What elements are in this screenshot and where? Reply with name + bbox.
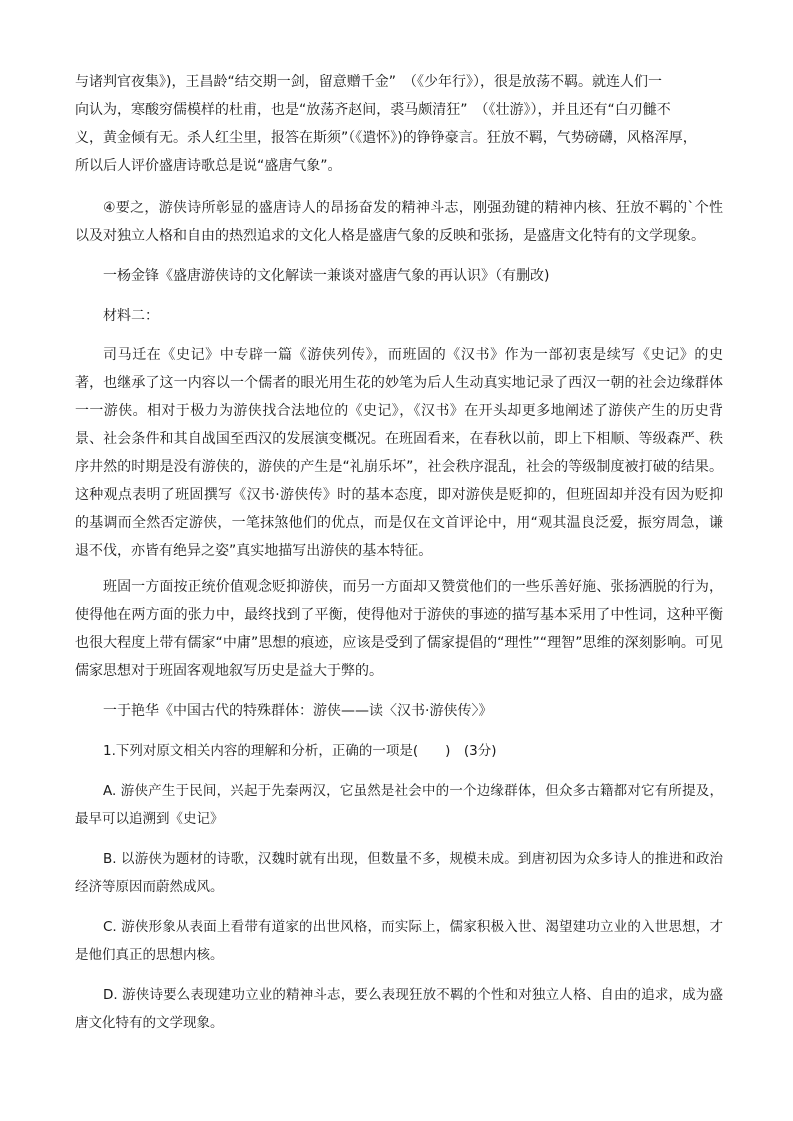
text-line-2: 向认为，寒酸穷儒模样的杜甫，也是“放荡齐赵间，裘马颇清狂” （《壮游》），并且还有“白刃雠不 [75,102,671,118]
source-citation-1: 一杨金锋《盛唐游侠诗的文化解读一兼谈对盛唐气象的再认识》（有删改) [103,268,550,284]
text-line-3: 义，黄金倾有无。杀人红尘里，报答在斯须”（《遣怀》)的铮铮豪言。狂放不羁，气势磅礴，风格浑厚， [75,130,697,146]
option-c: C. 游侠形象从表面上看带有道家的出世风格，而实际上，儒家积极入世、渴望建功立业的入世思想，才是他们真正的思想内核。 [75,919,723,963]
paragraph-4: ④要之，游侠诗所彰显的盛唐诗人的昂扬奋发的精神斗志，刚强劲键的精神内核、狂放不羁的`个性以及对独立人格和自由的热烈追求的文化人格是盛唐气象的反映和张扬，是盛唐文化特有的文学现象。 [75,200,723,244]
option-d: D. 游侠诗要么表现建功立业的精神斗志，要么表现狂放不羁的个性和对独立人格、自由的追求，成为盛唐文化特有的文学现象。 [75,987,723,1031]
material-2-label: 材料二： [103,308,159,324]
material-2-paragraph-2: 班固一方面按正统价值观念贬抑游侠，而另一方面却又赞赏他们的一些乐善好施、张扬洒脱的行为，使得他在两方面的张力中，最终找到了平衡，使得他对于游侠的事迹的描写基本采用了中性词，这种平衡也很大程度上带有儒家“中庸”思想的痕迹，应该是受到了儒家提倡的“理性”“理智”思维的深刻影响。可见儒家思想对于班固客观地叙写历史是益大于弊的。 [75,579,723,679]
text-line-1: 与诸判官夜集》)，王昌龄“结交期一剑，留意赠千金” （《少年行》），很是放荡不羁。就连人们一 [75,74,662,90]
option-b: B. 以游侠为题材的诗歌，汉魏时就有出现，但数量不多，规模未成。到唐初因为众多诗人的推进和政治经济等原因而蔚然成风。 [75,851,723,895]
material-2-paragraph-1: 司马迁在《史记》中专辟一篇《游侠列传》，而班固的《汉书》作为一部初衷是续写《史记》的史著，也继承了这一内容以一个儒者的眼光用生花的妙笔为后人生动真实地记录了西汉一朝的社会边缘群体一一游侠。相对于极力为游侠找合法地位的《史记》，《汉书》在开头却更多地阐述了游侠产生的历史背景、社会条件和其自战国至西汉的发展演变概况。在班固看来，在春秋以前，即上下相顺、等级森严、秩序井然的时期是没有游侠的，游侠的产生是“礼崩乐坏”，社会秩序混乱，社会的等级制度被打破的结果。这种观点表明了班固撰写《汉书·游侠传》时的基本态度，即对游侠是贬抑的，但班固却并没有因为贬抑的基调而全然否定游侠，一笔抹煞他们的优点，而是仅在文首评论中，用“观其温良泛爱，振穷周急，谦退不伐，亦皆有绝异之姿”真实地描写出游侠的基本特征。 [75,347,723,559]
option-a: A. 游侠产生于民间，兴起于先秦两汉，它虽然是社会中的一个边缘群体，但众多古籍都对它有所提及，最早可以追溯到《史记》 [75,783,723,827]
source-citation-2: 一于艳华《中国古代的特殊群体：游侠——读〈汉书·游侠传〉》 [103,703,493,719]
question-1: 1.下列对原文相关内容的理解和分析，正确的一项是( ) (3分) [103,743,497,759]
text-line-4: 所以后人评价盛唐诗歌总是说“盛唐气象”。 [75,158,342,174]
